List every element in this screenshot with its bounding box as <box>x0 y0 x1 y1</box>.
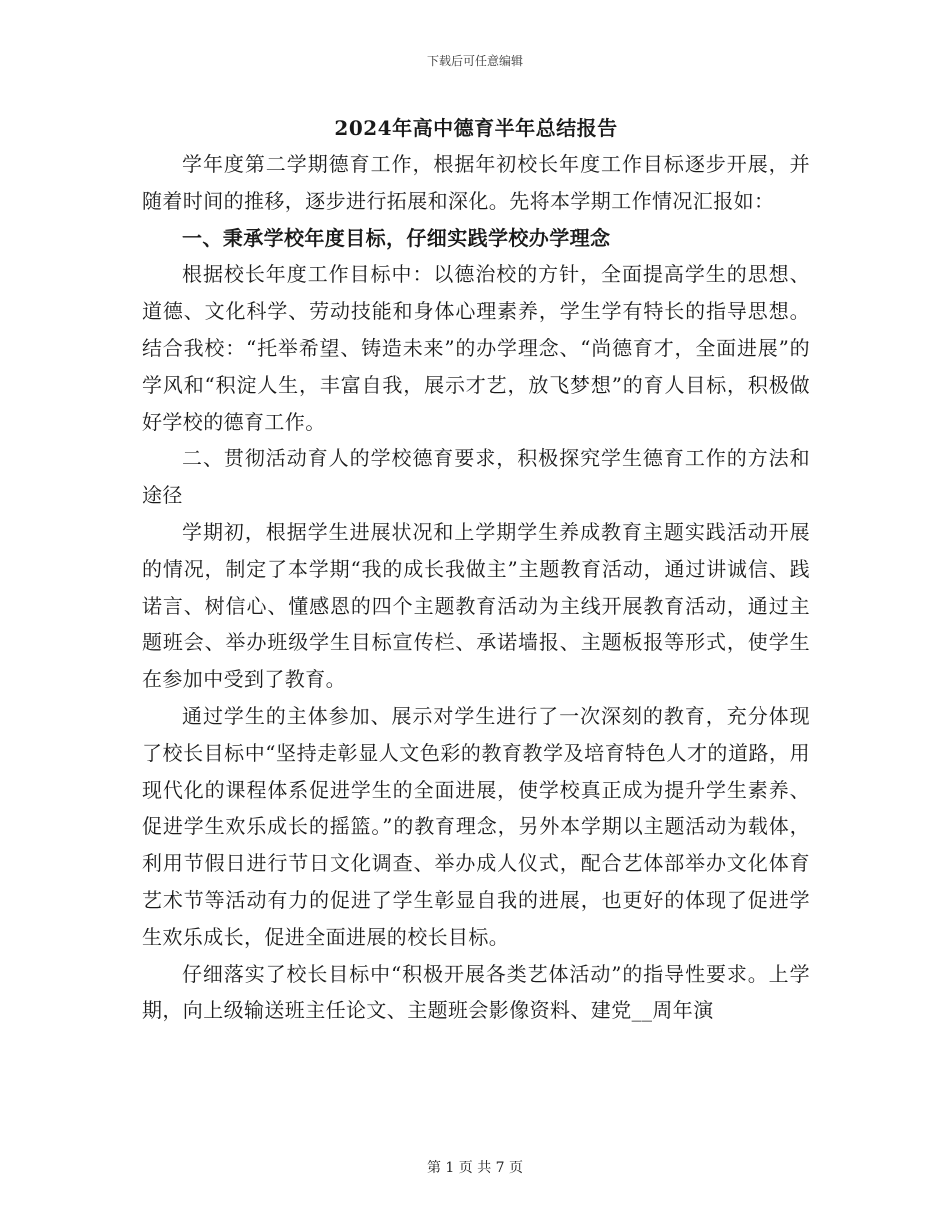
paragraph-arts: 仔细落实了校长目标中“积极开展各类艺体活动”的指导性要求。上学期，向上级输送班主任论文、主题班会影像资料、建党__周年演 <box>142 961 810 1023</box>
section-heading-1: 一、秉承学校年度目标，仔细实践学校办学理念 <box>182 225 611 250</box>
document-body <box>142 110 810 1029</box>
paragraph-intro: 学年度第二学期德育工作，根据年初校长年度工作目标逐步开展，并随着时间的推移，逐步进行拓展和深化。先将本学期工作情况汇报如： <box>142 152 810 213</box>
document-title: 2024年高中德育半年总结报告 <box>334 116 618 140</box>
paragraph-section-1: 根据校长年度工作目标中：以德治校的方针，全面提高学生的思想、道德、文化科学、劳动技能和身体心理素养，学生学有特长的指导思想。结合我校：“托举希望、铸造未来”的办学理念、“尚德育才，全面进展”的学风和“积淀人生，丰富自我，展示才艺，放飞梦想”的育人目标，积极做好学校的德育工作。 <box>142 262 810 434</box>
paragraph-activities: 学期初，根据学生进展状况和上学期学生养成教育主题实践活动开展的情况，制定了本学期“我的成长我做主”主题教育活动，通过讲诚信、践诺言、树信心、懂感恩的四个主题教育活动为主线开展教育活动，通过主题班会、举办班级学生目标宣传栏、承诺墙报、主题板报等形式，使学生在参加中受到了教育。 <box>142 519 810 692</box>
paragraph-participation: 通过学生的主体参加、展示对学生进行了一次深刻的教育，充分体现了校长目标中“坚持走彰显人文色彩的教育教学及培育特色人才的道路，用现代化的课程体系促进学生的全面进展，使学校真正成为提升学生素养、促进学生欢乐成长的摇篮。”的教育理念，另外本学期以主题活动为载体，利用节假日进行节日文化调查、举办成人仪式，配合艺体部举办文化体育艺术节等活动有力的促进了学生彰显自我的进展，也更好的体现了促进学生欢乐成长，促进全面进展的校长目标。 <box>142 703 810 949</box>
header-note: 下载后可任意编辑 <box>426 54 523 68</box>
section-heading-2: 二、贯彻活动育人的学校德育要求，积极探究学生德育工作的方法和途径 <box>142 446 810 508</box>
page-number: 第 1 页 共 7 页 <box>426 1160 524 1176</box>
